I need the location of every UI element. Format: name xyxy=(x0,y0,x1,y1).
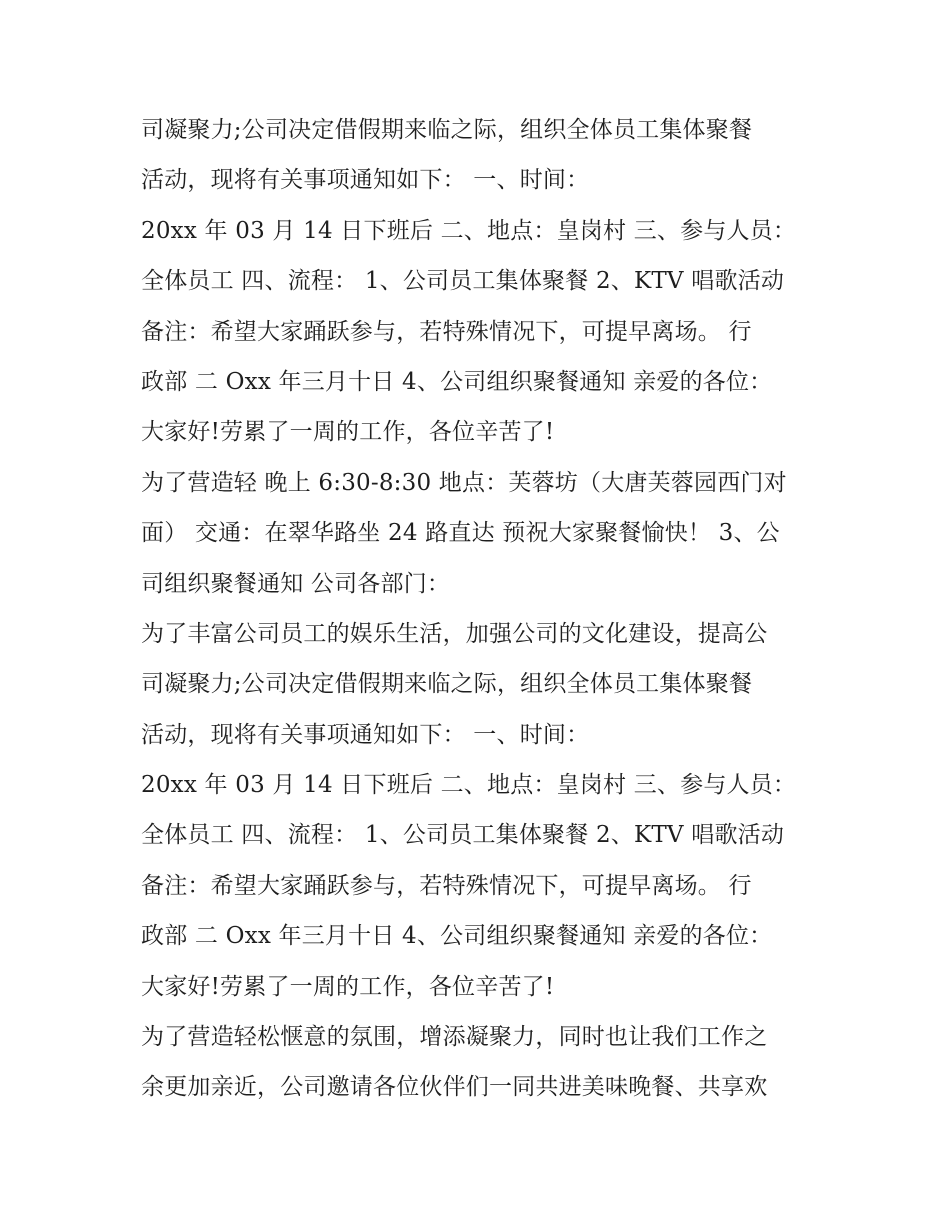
text-line: 活动，现将有关事项通知如下： 一、时间： xyxy=(141,167,590,194)
text-line: 司组织聚餐通知 公司各部门： xyxy=(141,570,451,597)
text-line: 备注：希望大家踊跃参与，若特殊情况下，可提早离场。 行 xyxy=(141,318,752,345)
text-line: 面） 交通：在翠华路坐 24 路直达 预祝大家聚餐愉快！ 3、公 xyxy=(141,520,780,547)
text-line: 为了营造轻松惬意的氛围，增添凝聚力，同时也让我们工作之 xyxy=(141,1024,768,1051)
text-line: 司凝聚力;公司决定借假期来临之际，组织全体员工集体聚餐 xyxy=(141,671,753,698)
text-line: 为了营造轻 晚上 6:30-8:30 地点：芙蓉坊（大唐芙蓉园西门对 xyxy=(141,469,787,496)
document-body xyxy=(141,105,831,1113)
text-line: 备注：希望大家踊跃参与，若特殊情况下，可提早离场。 行 xyxy=(141,872,752,899)
text-line: 政部 二 Oxx 年三月十日 4、公司组织聚餐通知 亲爱的各位： xyxy=(141,368,773,395)
text-line: 全体员工 四、流程： 1、公司员工集体聚餐 2、KTV 唱歌活动 xyxy=(141,268,785,295)
text-line: 20xx 年 03 月 14 日下班后 二、地点：皇岗村 三、参与人员： xyxy=(141,772,797,799)
text-line: 司凝聚力;公司决定借假期来临之际，组织全体员工集体聚餐 xyxy=(141,117,753,143)
text-line: 为了丰富公司员工的娱乐生活，加强公司的文化建设，提高公 xyxy=(141,620,768,647)
text-line: 大家好!劳累了一周的工作，各位辛苦了! xyxy=(141,973,555,1000)
text-line: 20xx 年 03 月 14 日下班后 二、地点：皇岗村 三、参与人员： xyxy=(141,217,797,244)
text-line: 活动，现将有关事项通知如下： 一、时间： xyxy=(141,721,590,748)
text-line: 全体员工 四、流程： 1、公司员工集体聚餐 2、KTV 唱歌活动 xyxy=(141,822,785,849)
text-line: 政部 二 Oxx 年三月十日 4、公司组织聚餐通知 亲爱的各位： xyxy=(141,923,773,950)
text-line: 大家好!劳累了一周的工作，各位辛苦了! xyxy=(141,419,555,446)
text-line: 余更加亲近，公司邀请各位伙伴们一同共进美味晚餐、共享欢 xyxy=(141,1074,768,1101)
